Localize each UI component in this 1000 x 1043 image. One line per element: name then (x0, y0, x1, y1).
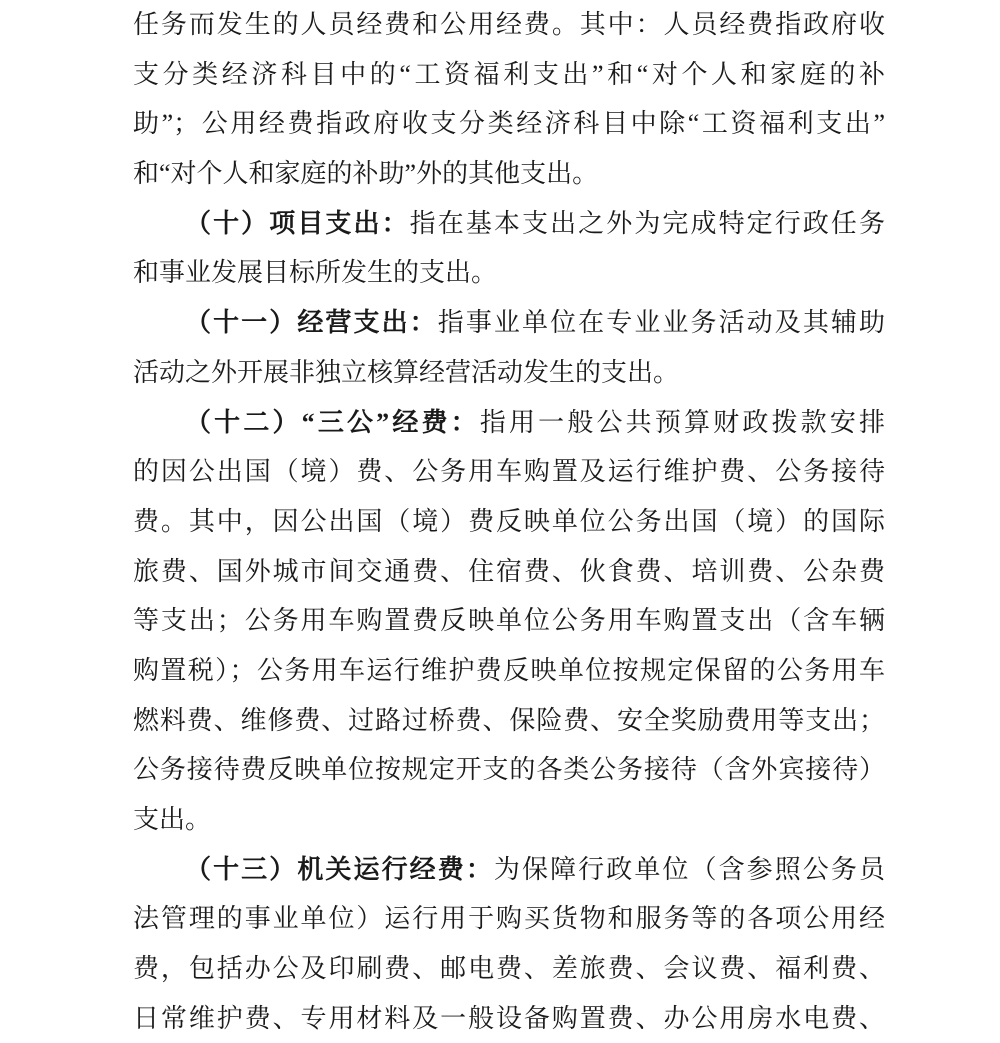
text-line (133, 149, 885, 199)
text-line (133, 994, 885, 1043)
para-13-agency-operating-funds (133, 845, 885, 1043)
text-line (133, 795, 885, 845)
text-line (133, 0, 885, 50)
text-line (133, 596, 885, 646)
text-line (133, 646, 885, 696)
para-basic-expenditure-continuation (133, 0, 885, 199)
text-line (133, 944, 885, 994)
text-run: 等支出；公务用车购置费反映单位公务用车购置支出（含车辆 (133, 606, 885, 636)
text-line (133, 99, 885, 149)
text-run: 费，包括办公及印刷费、邮电费、差旅费、会议费、福利费、 (133, 954, 885, 984)
text-run: 助”；公用经费指政府收支分类经济科目中除“工资福利支出” (133, 109, 885, 139)
term-label: （十）项目支出： (185, 208, 410, 238)
text-line (133, 50, 885, 100)
term-label: （十二）“三公”经费： (185, 407, 480, 437)
text-run: 购置税）；公务用车运行维护费反映单位按规定保留的公务用车 (133, 655, 885, 685)
text-run: 燃料费、维修费、过路过桥费、保险费、安全奖励费用等支出； (133, 705, 885, 735)
text-run: 支出。 (133, 805, 212, 834)
text-run: 日常维护费、专用材料及一般设备购置费、办公用房水电费、 (133, 1003, 885, 1033)
text-line (133, 248, 885, 298)
text-line (133, 696, 885, 746)
text-run: 活动之外开展非独立核算经营活动发生的支出。 (133, 357, 680, 387)
text-line (133, 845, 885, 895)
text-line (133, 199, 885, 249)
text-line (133, 547, 885, 597)
para-12-three-public-funds (133, 398, 885, 845)
text-run: 指用一般公共预算财政拨款安排 (479, 407, 885, 437)
text-line (133, 745, 885, 795)
text-line (133, 497, 885, 547)
text-run: 支分类经济科目中的“工资福利支出”和“对个人和家庭的补 (133, 59, 885, 89)
document-text-block (133, 0, 885, 1043)
text-run: 费。其中，因公出国（境）费反映单位公务出国（境）的国际 (133, 506, 885, 536)
term-label: （十一）经营支出： (185, 308, 438, 338)
para-11-operating-expenditure (133, 298, 885, 397)
text-run: 的因公出国（境）费、公务用车购置及运行维护费、公务接待 (133, 457, 885, 487)
term-label: （十三）机关运行经费： (185, 854, 494, 884)
text-run: 指在基本支出之外为完成特定行政任务 (409, 208, 885, 238)
para-10-project-expenditure (133, 199, 885, 298)
text-line (133, 298, 885, 348)
text-run: 法管理的事业单位）运行用于购买货物和服务等的各项公用经 (133, 904, 885, 934)
text-run: 公务接待费反映单位按规定开支的各类公务接待（含外宾接待） (133, 755, 885, 785)
text-run: 和事业发展目标所发生的支出。 (133, 258, 498, 288)
text-line (133, 447, 885, 497)
text-run: 和“对个人和家庭的补助”外的其他支出。 (133, 159, 599, 189)
text-run: 旅费、国外城市间交通费、住宿费、伙食费、培训费、公杂费 (133, 556, 885, 586)
text-line (133, 348, 885, 398)
text-run: 指事业单位在专业业务活动及其辅助 (437, 308, 885, 338)
text-line (133, 894, 885, 944)
text-line (133, 398, 885, 448)
text-run: 为保障行政单位（含参照公务员 (493, 854, 885, 884)
text-run: 任务而发生的人员经费和公用经费。其中：人员经费指政府收 (133, 10, 885, 39)
